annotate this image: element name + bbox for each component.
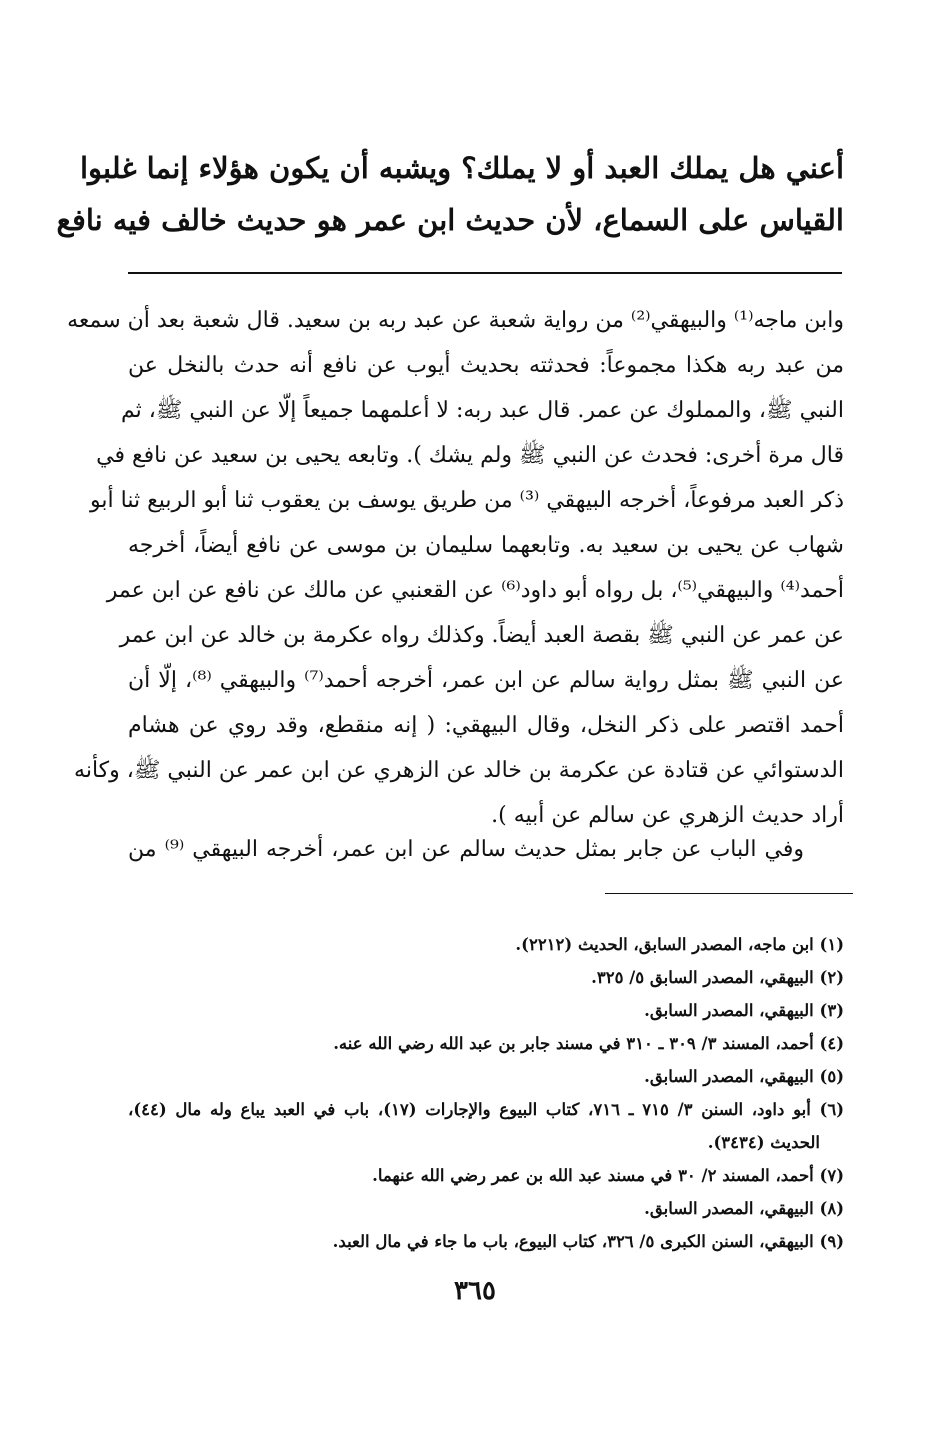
- footnote-9: (٩) البيهقي، السنن الكبرى ٥/ ٣٢٦، كتاب البيوع، باب ما جاء في مال العبد.: [332, 1232, 844, 1251]
- footnote-divider: [605, 893, 853, 894]
- text-line: أعني هل يملك العبد أو لا يملك؟ ويشبه أن يكون هؤلاء إنما غلبوا: [80, 151, 844, 185]
- main-paragraph: [67, 298, 845, 838]
- footnote-2: (٢) البيهقي، المصدر السابق ٥/ ٣٢٥.: [591, 968, 844, 987]
- text-line: أحمد⁽⁴⁾ والبيهقي⁽⁵⁾، بل رواه أبو داود⁽⁶⁾ عن القعنبي عن مالك عن نافع عن ابن عمر: [106, 578, 844, 603]
- text-line: وفي الباب عن جابر بمثل حديث سالم عن ابن عمر، أخرجه البيهقي ⁽⁹⁾ من: [128, 837, 804, 862]
- text-line: القياس على السماع، لأن حديث ابن عمر هو حديث خالف فيه نافع: [56, 203, 844, 237]
- text-line: شهاب عن يحيى بن سعيد به. وتابعهما سليمان بن موسى عن نافع أيضاً، أخرجه: [128, 533, 844, 558]
- text-line: الدستوائي عن قتادة عن عكرمة بن خالد عن الزهري عن ابن عمر عن النبي ﷺ، وكأنه: [74, 758, 844, 783]
- footnote-5: (٥) البيهقي، المصدر السابق.: [644, 1067, 844, 1086]
- section-divider: [128, 272, 842, 274]
- text-line: ذكر العبد مرفوعاً، أخرجه البيهقي ⁽³⁾ من طريق يوسف بن يعقوب ثنا أبو الربيع ثنا أبو: [90, 488, 844, 513]
- footnotes: [128, 928, 844, 1258]
- footnote-6-continued: الحديث (٣٤٣٤).: [707, 1133, 820, 1152]
- text-line: النبي ﷺ، والمملوك عن عمر. قال عبد ربه: لا أعلمهما جميعاً إلّا عن النبي ﷺ، ثم: [120, 398, 844, 423]
- footnote-6: (٦) أبو داود، السنن ٣/ ٧١٥ ـ ٧١٦، كتاب البيوع والإجارات (١٧)، باب في العبد يباع وله مال (٤٤)،: [128, 1100, 844, 1119]
- footnote-3: (٣) البيهقي، المصدر السابق.: [644, 1001, 844, 1020]
- text-line: وابن ماجه⁽¹⁾ والبيهقي⁽²⁾ من رواية شعبة عن عبد ربه بن سعيد. قال شعبة بعد أن سمعه: [67, 308, 844, 333]
- text-line: عن عمر عن النبي ﷺ بقصة العبد أيضاً. وكذلك رواه عكرمة بن خالد عن ابن عمر: [119, 623, 844, 648]
- second-paragraph: [128, 827, 844, 872]
- footnote-4: (٤) أحمد، المسند ٣/ ٣٠٩ ـ ٣١٠ في مسند جابر بن عبد الله رضي الله عنه.: [333, 1034, 844, 1053]
- text-line: عن النبي ﷺ بمثل رواية سالم عن ابن عمر، أخرجه أحمد⁽⁷⁾ والبيهقي ⁽⁸⁾، إلّا أن: [128, 668, 845, 693]
- footnote-8: (٨) البيهقي، المصدر السابق.: [644, 1199, 844, 1218]
- page-number: ٣٦٥: [454, 1276, 496, 1306]
- text-line: قال مرة أخرى: فحدث عن النبي ﷺ ولم يشك ). وتابعه يحيى بن سعيد عن نافع في: [96, 443, 844, 468]
- footnote-1: (١) ابن ماجه، المصدر السابق، الحديث (٢٢١٢).: [515, 935, 844, 954]
- top-paragraph: [56, 142, 844, 246]
- text-line: أراد حديث الزهري عن سالم عن أبيه ).: [491, 803, 844, 828]
- footnote-7: (٧) أحمد، المسند ٢/ ٣٠ في مسند عبد الله بن عمر رضي الله عنهما.: [372, 1166, 844, 1185]
- text-line: أحمد اقتصر على ذكر النخل، وقال البيهقي: ( إنه منقطع، وقد روي عن هشام: [128, 713, 844, 738]
- text-line: من عبد ربه هكذا مجموعاً: فحدثته بحديث أيوب عن نافع أنه حدث بالنخل عن: [128, 353, 844, 378]
